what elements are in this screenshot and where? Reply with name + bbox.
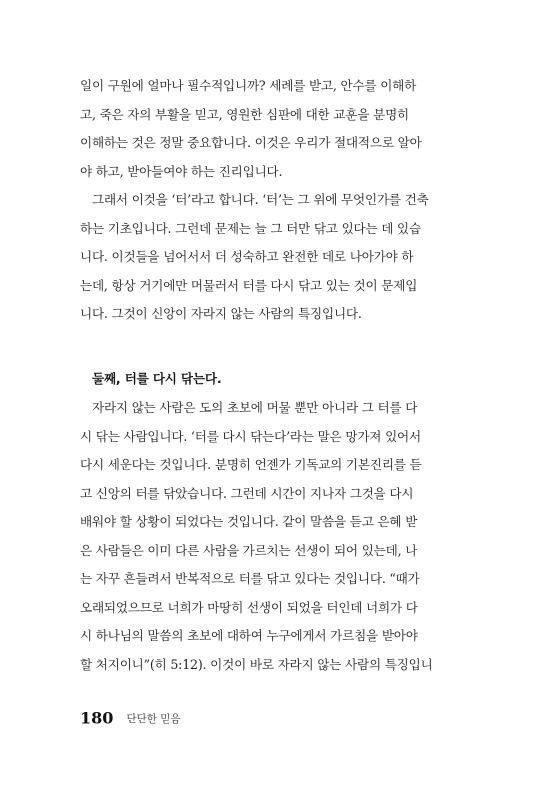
text-line: 할 처지이니”(히 5:12). 이것이 바로 자라지 않는 사람의 특징입니 xyxy=(80,656,433,672)
page-footer xyxy=(80,706,181,730)
text-line: 야 하고, 받아들여야 하는 진리입니다. xyxy=(80,163,283,179)
book-title: 단단한 믿음 xyxy=(126,712,181,725)
text-line: 그래서 이것을 ‘터’라고 합니다. ‘터’는 그 위에 무엇인가를 건축 xyxy=(92,192,429,207)
text-line: 시 하나님의 말씀의 초보에 대하여 누구에게서 가르침을 받아야 xyxy=(80,628,418,643)
text-line: 일이 구원에 얼마나 필수적입니까? 세례를 받고, 안수를 이해하 xyxy=(80,78,417,93)
text-line: 은 사람들은 이미 다른 사람을 가르치는 선생이 되어 있는데, 나 xyxy=(80,542,418,558)
paragraph-3 xyxy=(80,394,446,679)
section-heading: 둘째, 터를 다시 닦는다. xyxy=(92,371,222,386)
text-line: 자라지 않는 사람은 도의 초보에 머물 뿐만 아니라 그 터를 다 xyxy=(92,400,418,415)
text-line: 고, 죽은 자의 부활을 믿고, 영원한 심판에 대한 교훈을 분명히 xyxy=(80,106,410,122)
text-line: 시 닦는 사람입니다. ‘터를 다시 닦는다’라는 말은 망가져 있어서 xyxy=(80,428,421,444)
text-line: 이해하는 것은 정말 중요합니다. 이것은 우리가 절대적으로 알아 xyxy=(80,135,422,150)
text-line: 니다. 이것들을 넘어서서 더 성숙하고 완전한 데로 나아가야 하 xyxy=(80,249,414,264)
text-line: 니다. 그것이 신앙이 자라지 않는 사람의 특징입니다. xyxy=(80,306,362,321)
text-line: 고 신앙의 터를 닦았습니다. 그런데 시간이 지나자 그것을 다시 xyxy=(80,485,414,501)
paragraph-1 xyxy=(80,72,446,186)
text-line: 다시 세운다는 것입니다. 분명히 언젠가 기독교의 기본진리를 듣 xyxy=(80,457,422,472)
text-line: 오래되었으므로 너희가 마땅히 선생이 되었을 터인데 너희가 다 xyxy=(80,599,418,615)
text-line: 는 자꾸 흔들려서 반복적으로 터를 닦고 있다는 것입니다. “때가 xyxy=(80,571,420,586)
text-line: 는데, 항상 거기에만 머물러서 터를 다시 닦고 있는 것이 문제입 xyxy=(80,277,418,293)
text-line: 배워야 할 상황이 되었다는 것입니다. 같이 말씀을 듣고 은혜 받 xyxy=(80,514,418,529)
page-number: 180 xyxy=(80,708,114,728)
paragraph-2 xyxy=(80,186,446,329)
text-line: 하는 기초입니다. 그런데 문제는 늘 그 터만 닦고 있다는 데 있습 xyxy=(80,220,421,236)
